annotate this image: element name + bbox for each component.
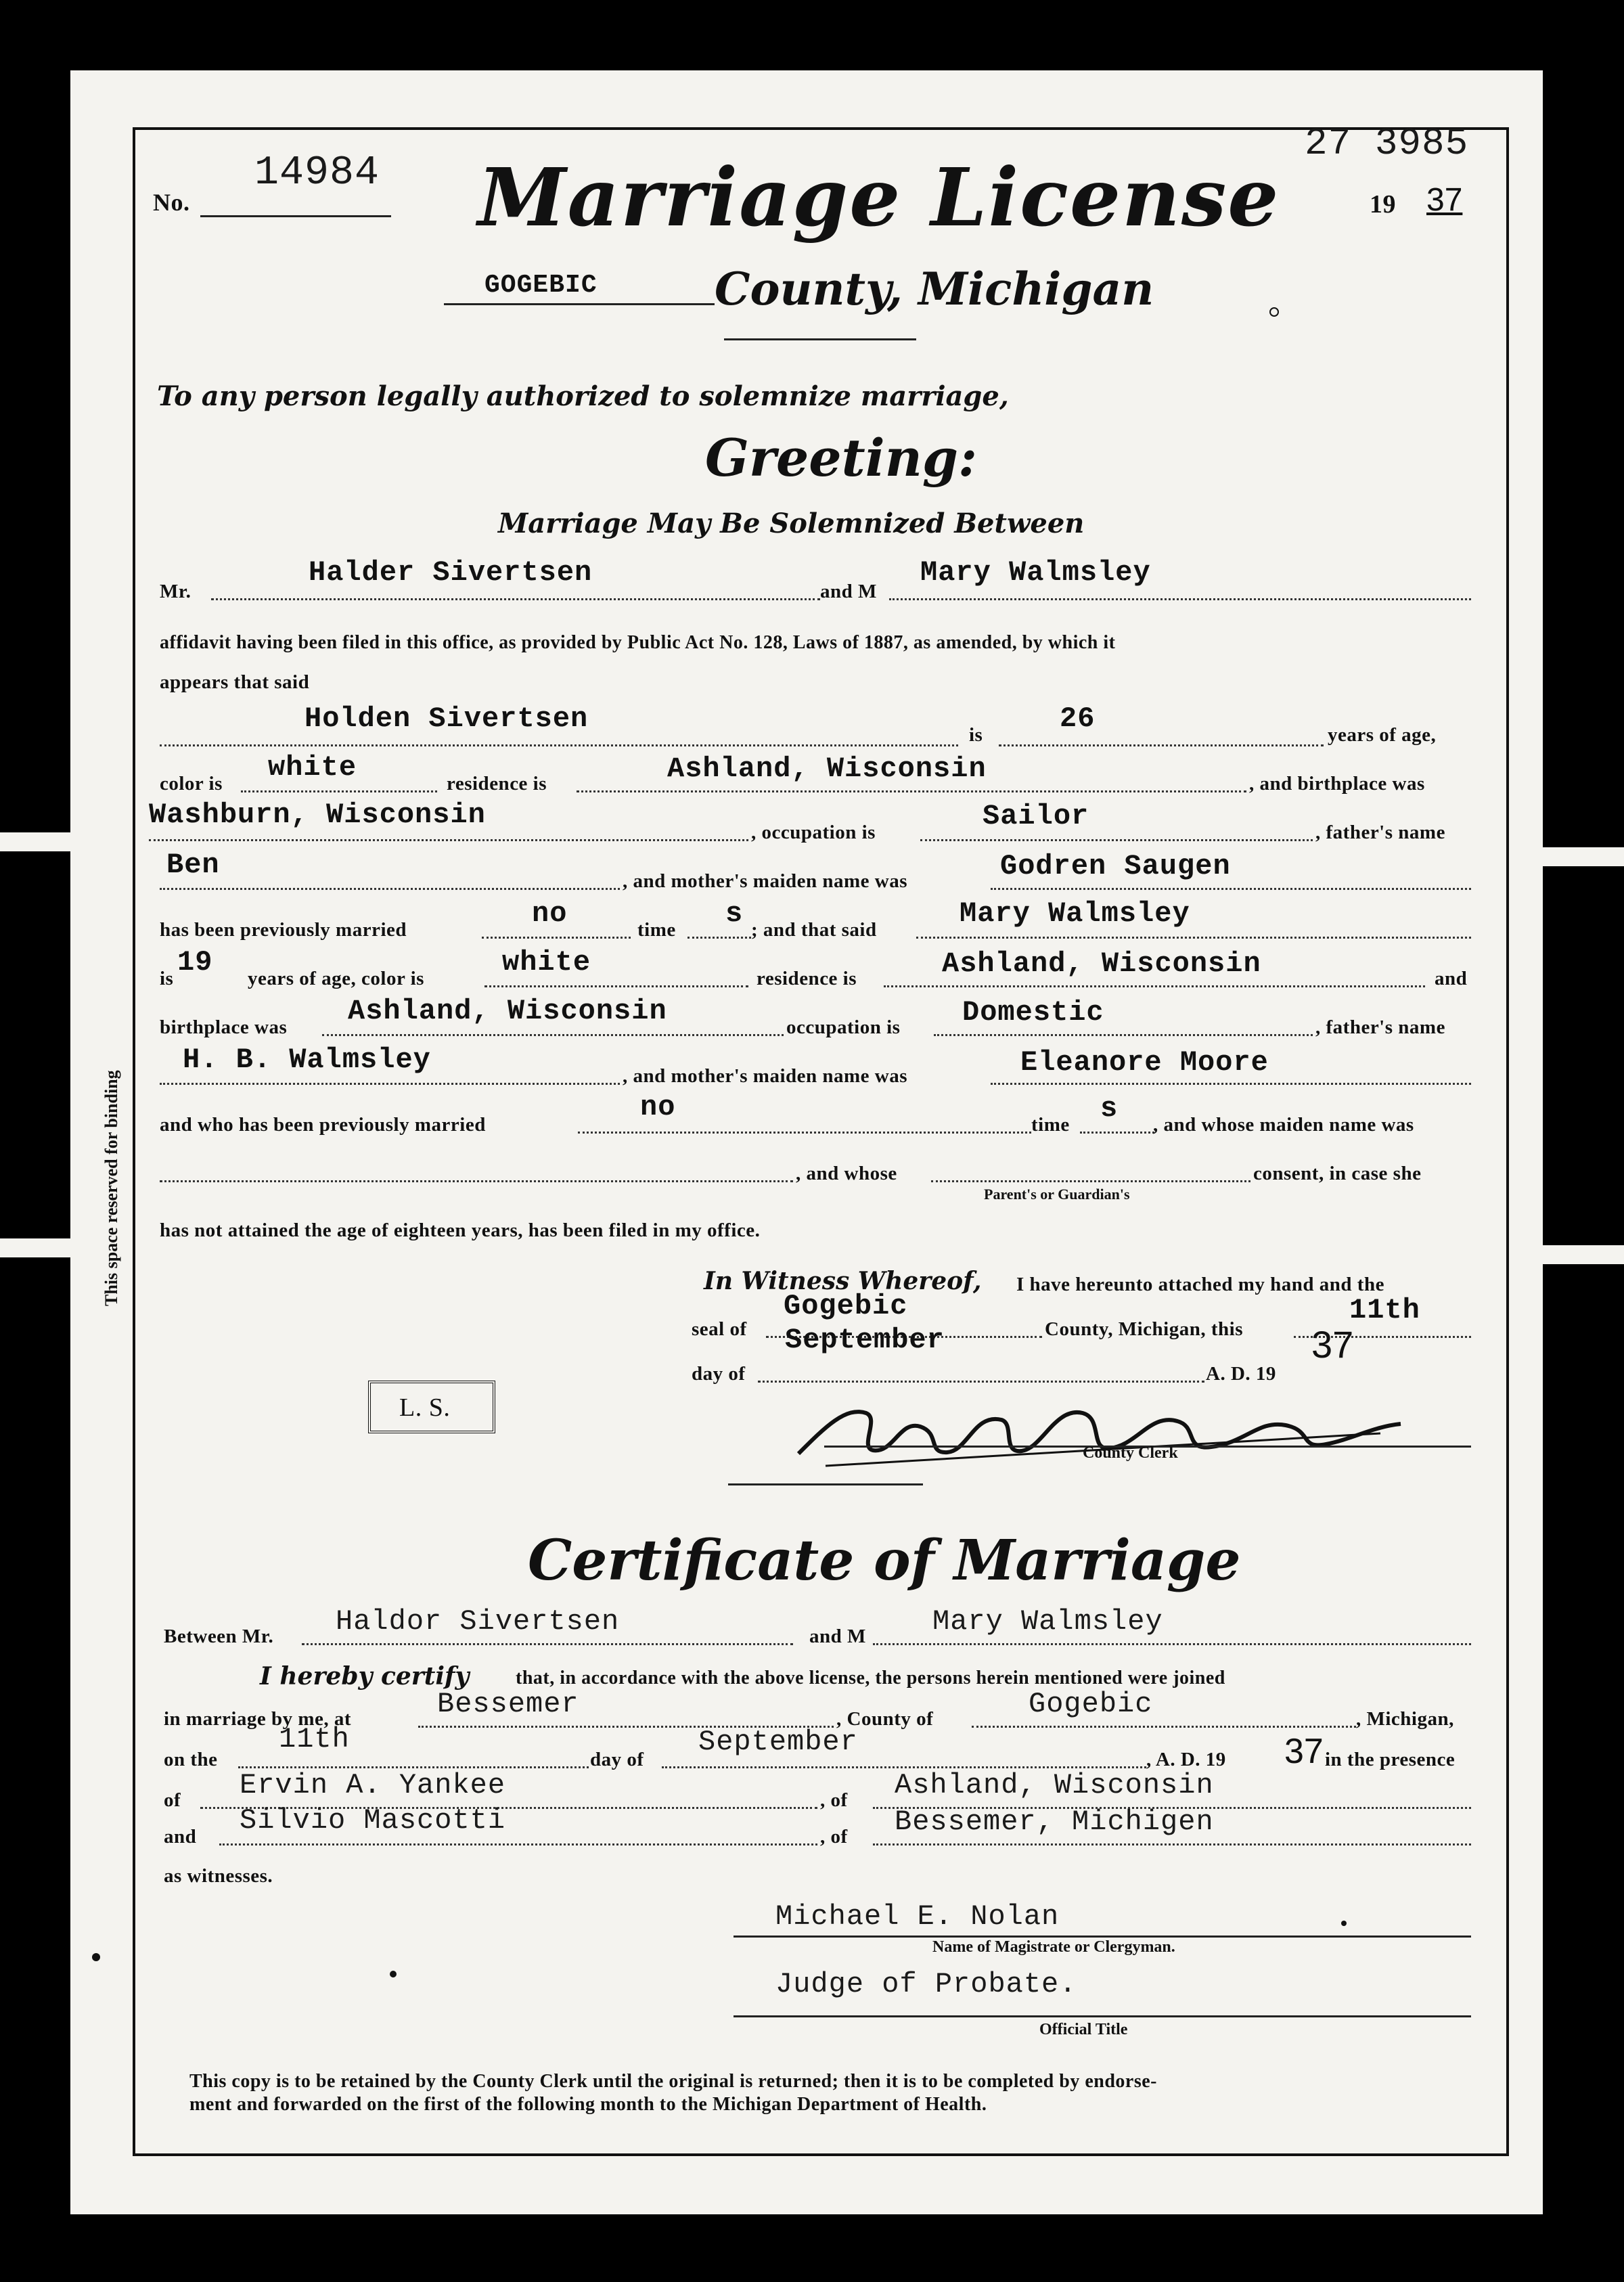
groom-name: Holden Sivertsen — [304, 702, 589, 735]
mothers-maiden-label: , and mother's maiden name was — [623, 870, 908, 892]
seal-month-line — [758, 1381, 1204, 1383]
bride-father: H. B. Walmsley — [183, 1044, 431, 1076]
consent-label: consent, in case she — [1253, 1163, 1422, 1184]
groom-father: Ben — [166, 849, 220, 881]
cert-day-of-label: day of — [590, 1749, 644, 1770]
witness1-name: Ervin A. Yankee — [240, 1769, 506, 1802]
and-whose-label: , and whose — [796, 1163, 897, 1184]
scan-tab-right-top — [1543, 847, 1624, 866]
bride-name: Mary Walmsley — [960, 897, 1190, 930]
who-prev-married-label: and who has been previously married — [160, 1114, 486, 1136]
cert-bride-line — [873, 1643, 1471, 1645]
bride-residence: Ashland, Wisconsin — [942, 947, 1261, 980]
is-label: is — [969, 724, 983, 746]
punch-dot — [92, 1953, 100, 1961]
witness1-place: Ashland, Wisconsin — [895, 1769, 1214, 1802]
cert-day-line — [238, 1766, 589, 1768]
seal-day: 11th — [1349, 1294, 1420, 1326]
county-clerk-label: County Clerk — [1083, 1444, 1178, 1462]
license-no-line — [200, 215, 391, 217]
fathers-name-label2: , father's name — [1315, 1016, 1445, 1038]
county-line — [444, 303, 715, 305]
in-marriage-label: in marriage by me, at — [164, 1708, 352, 1730]
year-prefix: 19 — [1370, 190, 1396, 219]
witness-text: I have hereunto attached my hand and the — [1016, 1274, 1384, 1295]
officiant-title: Judge of Probate. — [775, 1968, 1077, 2000]
bride-mother-line — [991, 1083, 1471, 1085]
bride-color: white — [502, 946, 591, 979]
stamp-number: 27 3985 — [1305, 122, 1469, 165]
residence-is-label2: residence is — [757, 968, 857, 989]
groom-birthplace: Washburn, Wisconsin — [149, 799, 486, 831]
year-suffix: 37 — [1426, 182, 1463, 218]
subheading: Marriage May Be Solemnized Between — [498, 508, 1085, 539]
mr-line — [211, 598, 820, 600]
bride-time: s — [1100, 1092, 1119, 1125]
seal-month: September — [785, 1324, 945, 1356]
officiant-name: Michael E. Nolan — [775, 1900, 1060, 1933]
mr-label: Mr. — [160, 581, 191, 602]
prev-married-label: has been previously married — [160, 919, 407, 941]
fathers-name-label: , father's name — [1315, 822, 1445, 843]
as-witnesses-label: as witnesses. — [164, 1865, 273, 1887]
small-circle — [1269, 307, 1279, 317]
officiant-dot — [1341, 1921, 1347, 1926]
groom-occupation-line — [920, 839, 1313, 841]
header-rule — [724, 338, 916, 340]
seal-county: Gogebic — [784, 1290, 908, 1322]
footer-line1: This copy is to be retained by the County Clerk until the original is returned; then it is to be completed by endorse- — [189, 2071, 1157, 2092]
cert-month-line — [662, 1766, 1146, 1768]
bride-residence-line — [884, 985, 1425, 987]
witness1-of-label: , of — [820, 1789, 848, 1811]
cert-ad-label: , A. D. 19 — [1146, 1749, 1226, 1770]
salutation: To any person legally authorized to solemnize marriage, — [157, 380, 1009, 412]
bride-name-top: Mary Walmsley — [920, 556, 1151, 589]
cert-and-label: and — [164, 1826, 197, 1848]
witness2-line — [219, 1843, 817, 1845]
mothers-maiden-label2: , and mother's maiden name was — [623, 1065, 908, 1087]
occupation-is-label2: occupation is — [786, 1016, 901, 1038]
residence-is-label: residence is — [447, 773, 547, 795]
bride-mother: Eleanore Moore — [1020, 1046, 1269, 1079]
official-title-label: Official Title — [1039, 2021, 1128, 2038]
county-michigan-this-label: County, Michigan, this — [1045, 1318, 1243, 1340]
bride-occupation: Domestic — [962, 996, 1104, 1029]
certificate-title: Certificate of Marriage — [528, 1528, 1241, 1593]
bride-top-line — [889, 598, 1471, 600]
cert-and-m-label: and M — [809, 1626, 866, 1647]
witness2-place: Bessemer, Michigen — [895, 1806, 1214, 1838]
stray-dot — [390, 1971, 397, 1977]
consent-line — [931, 1180, 1250, 1182]
color-is-label: color is — [160, 773, 223, 795]
cert-groom-name: Haldor Sivertsen — [336, 1605, 620, 1638]
seal-year: 37 — [1311, 1323, 1354, 1366]
birthplace-was-label: , and birthplace was — [1249, 773, 1425, 795]
whose-maiden-label: , and whose maiden name was — [1153, 1114, 1414, 1136]
officiant-line — [734, 1936, 1471, 1938]
certify-text: that, in accordance with the above license, the persons herein mentioned were joined — [516, 1668, 1225, 1688]
groom-residence: Ashland, Wisconsin — [667, 753, 987, 785]
maiden-name-line — [160, 1180, 793, 1182]
bride-time-line — [1080, 1132, 1154, 1134]
cert-groom-line — [302, 1643, 793, 1645]
cert-county-line — [972, 1726, 1356, 1728]
on-the-label: on the — [164, 1749, 218, 1770]
cert-county: Gogebic — [1029, 1688, 1153, 1720]
witness2-place-line — [873, 1843, 1471, 1845]
groom-color-line — [241, 790, 437, 792]
groom-residence-line — [577, 790, 1246, 792]
bride-age: 19 — [177, 946, 213, 979]
bride-occupation-line — [934, 1034, 1313, 1036]
groom-occupation: Sailor — [983, 800, 1089, 832]
is-prefix: is — [160, 968, 174, 989]
license-no-label: No. — [153, 189, 190, 216]
bride-father-line — [160, 1083, 620, 1085]
in-presence-label: in the presence — [1325, 1749, 1456, 1770]
scan-tab-left-bottom — [0, 1238, 70, 1257]
groom-name-line — [160, 744, 958, 746]
years-color-label: years of age, color is — [248, 968, 424, 989]
cert-day: 11th — [279, 1723, 350, 1755]
seal-of-label: seal of — [692, 1318, 747, 1340]
between-mr-label: Between Mr. — [164, 1626, 274, 1647]
and-label: and — [1435, 968, 1468, 989]
binding-note: This space reserved for binding — [102, 1070, 121, 1306]
time-label2: time — [1031, 1114, 1070, 1136]
birthplace-was-label2: birthplace was — [160, 1016, 288, 1038]
license-title: Marriage License — [478, 150, 1280, 244]
certify-heading: I hereby certify — [260, 1662, 470, 1691]
county-suffix: County, Michigan — [715, 263, 1154, 315]
groom-birthplace-line — [149, 839, 748, 841]
groom-time: s — [725, 897, 744, 930]
witness2-of-label: , of — [820, 1826, 848, 1848]
groom-color: white — [268, 751, 357, 784]
affidavit-line1: affidavit having been filed in this office, as provided by Public Act No. 128, Laws of 1887, as amended, by which it — [160, 632, 1116, 653]
bride-birthplace: Ashland, Wisconsin — [348, 995, 667, 1027]
michigan-label: , Michigan, — [1356, 1708, 1454, 1730]
scan-tab-right-bottom — [1543, 1245, 1624, 1264]
years-of-age-label: years of age, — [1328, 724, 1437, 746]
groom-mother-line — [991, 888, 1471, 890]
ad-label: A. D. 19 — [1206, 1363, 1276, 1385]
official-title-line — [734, 2015, 1471, 2017]
time-label: time — [637, 919, 676, 941]
day-of-label: day of — [692, 1363, 746, 1385]
bride-birthplace-line — [322, 1034, 784, 1036]
cert-bride-name: Mary Walmsley — [932, 1605, 1163, 1638]
footer-line2: ment and forwarded on the first of the following month to the Michigan Department of Health. — [189, 2094, 987, 2115]
and-that-said-label: ; and that said — [751, 919, 877, 941]
groom-prev-married: no — [532, 897, 568, 930]
cert-place: Bessemer — [437, 1688, 579, 1720]
cert-month: September — [698, 1726, 858, 1758]
ls-label: L. S. — [399, 1393, 451, 1422]
bride-prev-line — [578, 1132, 1031, 1134]
section-rule — [728, 1483, 923, 1485]
license-number: 14984 — [254, 150, 380, 196]
groom-mother: Godren Saugen — [1000, 850, 1231, 882]
witness-heading: In Witness Whereof, — [704, 1267, 982, 1295]
witness2-name: Silvio Mascotti — [240, 1804, 506, 1837]
and-m-label: and M — [820, 581, 877, 602]
not-attained-label: has not attained the age of eighteen years, has been filed in my office. — [160, 1220, 761, 1241]
bride-prev-married: no — [640, 1091, 676, 1123]
groom-prev-line — [482, 937, 631, 939]
of-label: of — [164, 1789, 181, 1811]
groom-father-line — [160, 888, 620, 890]
groom-time-line — [687, 937, 751, 939]
scan-tab-left-top — [0, 832, 70, 851]
groom-age: 26 — [1060, 702, 1096, 735]
bride-name-line — [916, 937, 1471, 939]
parent-guardian-label: Parent's or Guardian's — [984, 1186, 1130, 1203]
county-of-label: , County of — [836, 1708, 934, 1730]
greeting-heading: Greeting: — [705, 428, 978, 488]
officiant-name-label: Name of Magistrate or Clergyman. — [932, 1938, 1175, 1956]
cert-year: 37 — [1284, 1732, 1324, 1771]
groom-age-line — [999, 744, 1324, 746]
occupation-is-label: , occupation is — [751, 822, 876, 843]
bride-color-line — [484, 985, 748, 987]
affidavit-line2: appears that said — [160, 671, 310, 693]
county-name: GOGEBIC — [484, 271, 597, 300]
groom-name-top: Halder Sivertsen — [309, 556, 593, 589]
